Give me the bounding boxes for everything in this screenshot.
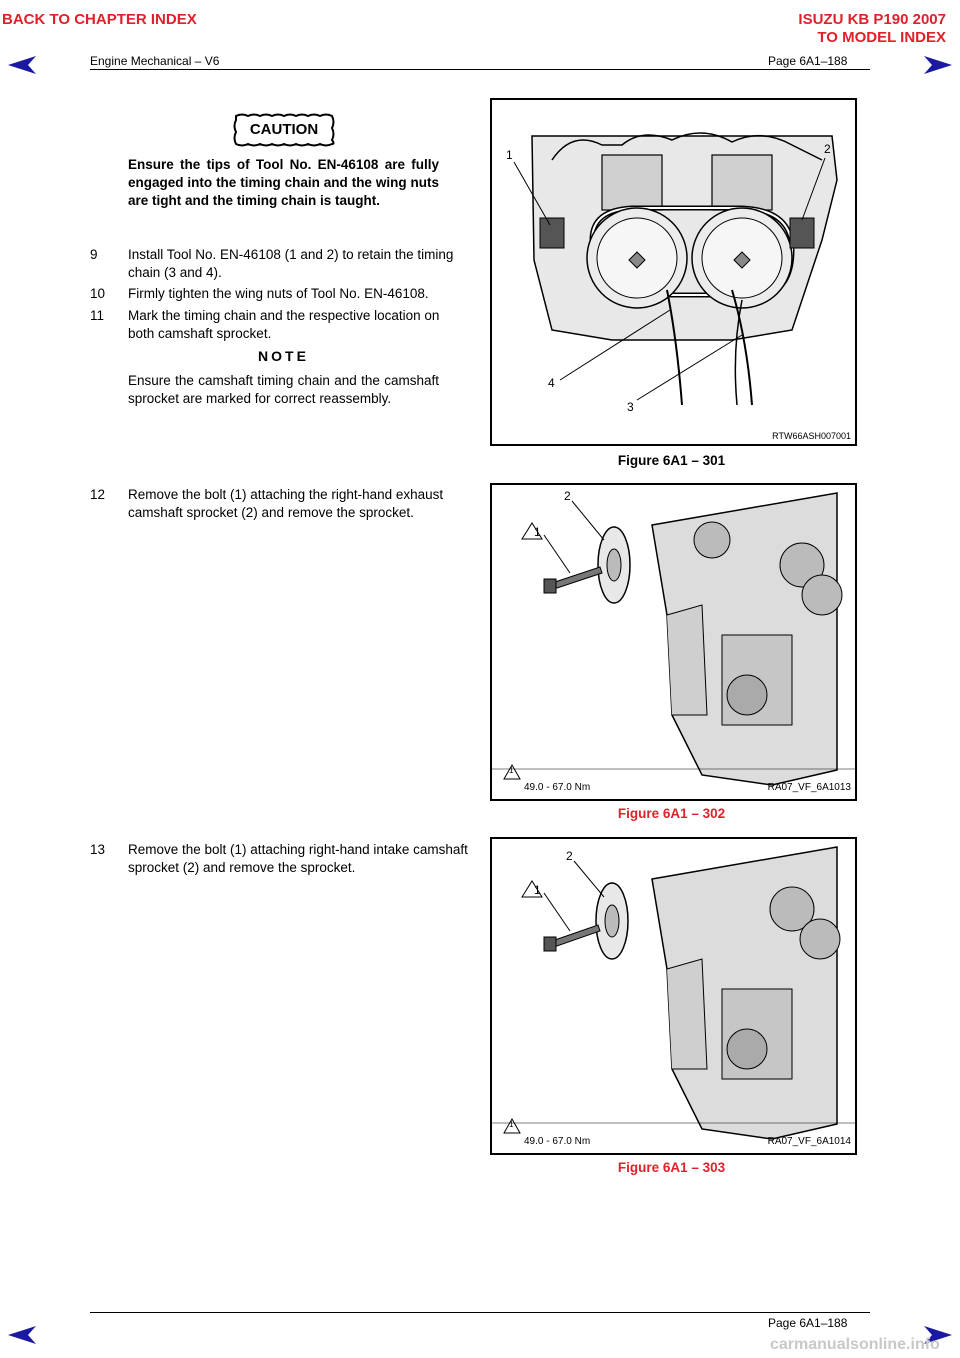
torque-spec: 49.0 - 67.0 Nm bbox=[524, 1136, 591, 1147]
caution-badge bbox=[232, 112, 336, 148]
step-text: Mark the timing chain and the respective location on both camshaft sprocket. bbox=[128, 308, 440, 341]
exhaust-sprocket-illustration bbox=[492, 485, 855, 799]
caution-text: Ensure the tips of Tool No. EN-46108 are fully engaged into the timing chain and the wing nuts are tight and the timing chain is taught. bbox=[128, 157, 439, 208]
step-number: 10 bbox=[90, 286, 106, 301]
to-model-index-link[interactable]: TO MODEL INDEX bbox=[817, 29, 946, 46]
step-10 bbox=[90, 285, 468, 303]
intake-sprocket-illustration bbox=[492, 839, 855, 1153]
figure-302-caption[interactable]: Figure 6A1 – 302 bbox=[617, 806, 726, 821]
figure-303-caption[interactable]: Figure 6A1 – 303 bbox=[617, 1160, 726, 1175]
callout-3: 3 bbox=[627, 400, 634, 414]
callout-4: 4 bbox=[548, 376, 555, 390]
step-text: Remove the bolt (1) attaching right-hand intake camshaft sprocket (2) and remove the sprocket. bbox=[128, 842, 468, 875]
step-text: Firmly tighten the wing nuts of Tool No. EN-46108. bbox=[128, 286, 429, 301]
figure-id: RTW66ASH007001 bbox=[772, 431, 851, 441]
page-number-bottom: Page 6A1–188 bbox=[768, 1316, 848, 1330]
step-number: 11 bbox=[90, 308, 105, 323]
footer-divider bbox=[90, 1312, 870, 1313]
step-11 bbox=[90, 307, 468, 343]
left-arrow-icon[interactable] bbox=[8, 1326, 38, 1344]
caution-label: CAUTION bbox=[249, 121, 319, 138]
step-text: Install Tool No. EN-46108 (1 and 2) to retain the timing chain (3 and 4). bbox=[128, 247, 454, 280]
watermark: carmanualsonline.info bbox=[770, 1336, 940, 1353]
note-text: Ensure the camshaft timing chain and the camshaft sprocket are marked for correct reassembly. bbox=[128, 373, 439, 406]
step-9 bbox=[90, 246, 468, 282]
back-to-chapter-index-link[interactable]: BACK TO CHAPTER INDEX bbox=[2, 11, 197, 28]
callout-2: 2 bbox=[824, 142, 831, 156]
callout-1: 1 bbox=[534, 525, 541, 539]
page-number-top: Page 6A1–188 bbox=[768, 54, 848, 68]
step-number: 9 bbox=[90, 247, 98, 262]
step-12 bbox=[90, 486, 468, 522]
header-divider bbox=[90, 69, 870, 70]
figure-id: RA07_VF_6A1013 bbox=[767, 782, 851, 793]
figure-303-image bbox=[490, 837, 857, 1155]
figure-301-caption: Figure 6A1 – 301 bbox=[617, 453, 726, 468]
note-label: NOTE bbox=[258, 348, 309, 364]
torque-marker-number: 1 bbox=[509, 1120, 514, 1129]
step-text: Remove the bolt (1) attaching the right-hand exhaust camshaft sprocket (2) and remove the sprocket. bbox=[128, 487, 444, 520]
step-number: 13 bbox=[90, 842, 106, 857]
callout-2: 2 bbox=[564, 489, 571, 503]
section-title: Engine Mechanical – V6 bbox=[90, 54, 220, 68]
figure-302-image bbox=[490, 483, 857, 801]
timing-chain-illustration bbox=[492, 100, 855, 444]
right-arrow-icon[interactable] bbox=[922, 56, 952, 74]
callout-1: 1 bbox=[506, 148, 513, 162]
callout-1: 1 bbox=[534, 883, 541, 897]
left-arrow-icon[interactable] bbox=[8, 56, 38, 74]
step-13 bbox=[90, 841, 468, 877]
torque-spec: 49.0 - 67.0 Nm bbox=[524, 782, 591, 793]
figure-301-image bbox=[490, 98, 857, 446]
model-title: ISUZU KB P190 2007 bbox=[798, 11, 946, 28]
figure-id: RA07_VF_6A1014 bbox=[767, 1136, 851, 1147]
step-number: 12 bbox=[90, 487, 106, 502]
torque-marker-number: 1 bbox=[509, 766, 514, 775]
callout-2: 2 bbox=[566, 849, 573, 863]
